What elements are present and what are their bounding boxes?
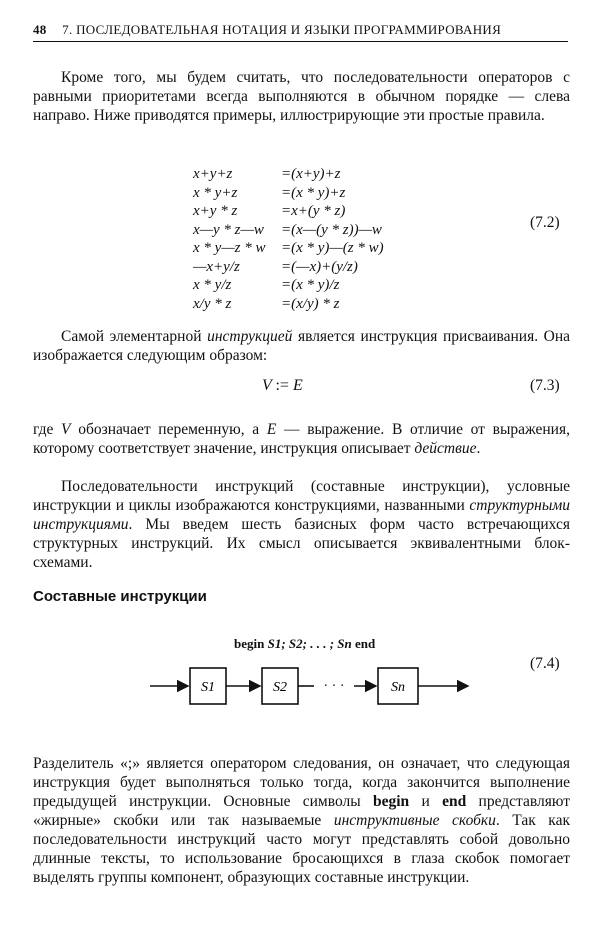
equation-number-7-2: (7.2) <box>530 214 560 231</box>
kw-end: end <box>355 636 376 651</box>
text-run: и <box>409 793 443 810</box>
formula-rhs: =(x * y)+z <box>281 184 346 201</box>
formula-rhs: =(x—(y * z))—w <box>281 221 382 238</box>
formula-rhs: =(x/y) * z <box>281 295 340 312</box>
formula-lhs: x/y * z <box>193 295 232 312</box>
assignment-formula <box>262 377 303 395</box>
kw-end: end <box>442 793 467 810</box>
formula-rhs: =(x+y)+z <box>281 166 341 182</box>
text-run: является инструкция присваивания. Она изображается следующим образом: <box>33 328 570 364</box>
formula-lhs: x+y * z <box>193 203 238 219</box>
var-e: E <box>266 421 277 438</box>
equation-number-7-3: (7.3) <box>530 377 560 394</box>
text-run: Разделитель «;» является оператором следования, он означает, что следующая инструкция будет выполняться только тогда, когда закончится выполнение предыдущей инструкции. Основные символы <box>33 755 570 810</box>
formula-lhs: x * y—z * w <box>193 240 266 256</box>
formula-lhs: x—y * z—w <box>193 221 264 238</box>
equation-number-7-4: (7.4) <box>530 655 560 672</box>
formula-row <box>193 222 384 241</box>
assign-rhs: E <box>292 377 303 394</box>
formula-rhs: =(—x)+(y/z) <box>281 258 358 275</box>
formula-lhs: x+y+z <box>193 166 233 182</box>
running-header <box>33 22 568 42</box>
block-s2-label: S2 <box>273 680 287 695</box>
formula-rhs: =x+(y * z) <box>281 203 346 219</box>
formula-row <box>193 166 384 185</box>
ellipsis: · · · <box>323 679 345 694</box>
formula-lhs: x * y/z <box>193 277 232 293</box>
term-brackets: инструктивные скобки <box>333 812 496 829</box>
paragraph-3 <box>33 420 570 458</box>
formula-row <box>193 259 384 278</box>
kw-begin: begin <box>372 793 410 810</box>
formula-rhs: =(x * y)/z <box>281 277 340 293</box>
paragraph-5 <box>33 754 570 887</box>
text-run: Последовательности инструкций (составные инструкции), условные инструкции и циклы изображаются конструкциями, названными <box>33 478 570 514</box>
block-s1-label: S1 <box>201 680 215 695</box>
text-run: — выражение. В отличие от выражения, которому соответствует значение, инструкция описывает <box>33 421 570 457</box>
paragraph-2 <box>33 327 570 365</box>
assign-lhs: V <box>262 377 272 394</box>
section-heading: Составные инструкции <box>33 588 207 605</box>
kw-begin: begin <box>234 636 265 651</box>
text-run: представляют «жирные» скобки или так называемые <box>33 793 570 829</box>
text-run: . <box>476 440 481 457</box>
formula-row <box>193 277 384 296</box>
text-run: . Так как последовательности инструкций часто могут представлять собой довольно длинные тексты, то использование бросающихся в глаза скобок помогает выделять группы компонент, образующих составные инструкции. <box>33 812 570 886</box>
block-sn-label: Sn <box>391 680 405 695</box>
begin-content: S1; S2; . . . ; Sn <box>264 636 356 651</box>
begin-end-line <box>234 636 375 652</box>
term-action: действие <box>414 440 477 457</box>
formula-row <box>193 203 384 222</box>
term-instruction: инструкцией <box>207 328 293 345</box>
formula-block-7-2 <box>193 166 384 314</box>
paragraph-4 <box>33 477 570 572</box>
formula-row <box>193 185 384 204</box>
formula-row <box>193 296 384 315</box>
formula-row <box>193 240 384 259</box>
sequence-flowchart <box>150 660 490 712</box>
paragraph-1: Кроме того, мы будем считать, что последовательности операторов с равными приоритетами всегда выполняются в обычном порядке — слева направо. Ниже приводятся примеры, иллюстрирующие эти простые правила. <box>33 69 570 124</box>
text-run: . Мы введем шесть базисных форм часто встречающихся структурных инструкций. Их смысл описывается эквивалентными блок-схемами. <box>33 516 570 571</box>
formula-rhs: =(x * y)—(z * w) <box>281 240 384 256</box>
text-run: Самой элементарной <box>61 328 208 345</box>
text-run: обозначает переменную, а <box>70 421 267 438</box>
text-run: где <box>33 421 62 438</box>
var-v: V <box>61 421 71 438</box>
formula-lhs: x * y+z <box>193 184 238 201</box>
term-structured: структурными инструкциями <box>33 497 570 533</box>
page-number: 48 <box>33 22 47 37</box>
chapter-title: 7. ПОСЛЕДОВАТЕЛЬНАЯ НОТАЦИЯ И ЯЗЫКИ ПРОГРАММИРОВАНИЯ <box>62 22 502 37</box>
formula-lhs: —x+y/z <box>193 258 240 275</box>
assign-operator: := <box>275 377 289 394</box>
